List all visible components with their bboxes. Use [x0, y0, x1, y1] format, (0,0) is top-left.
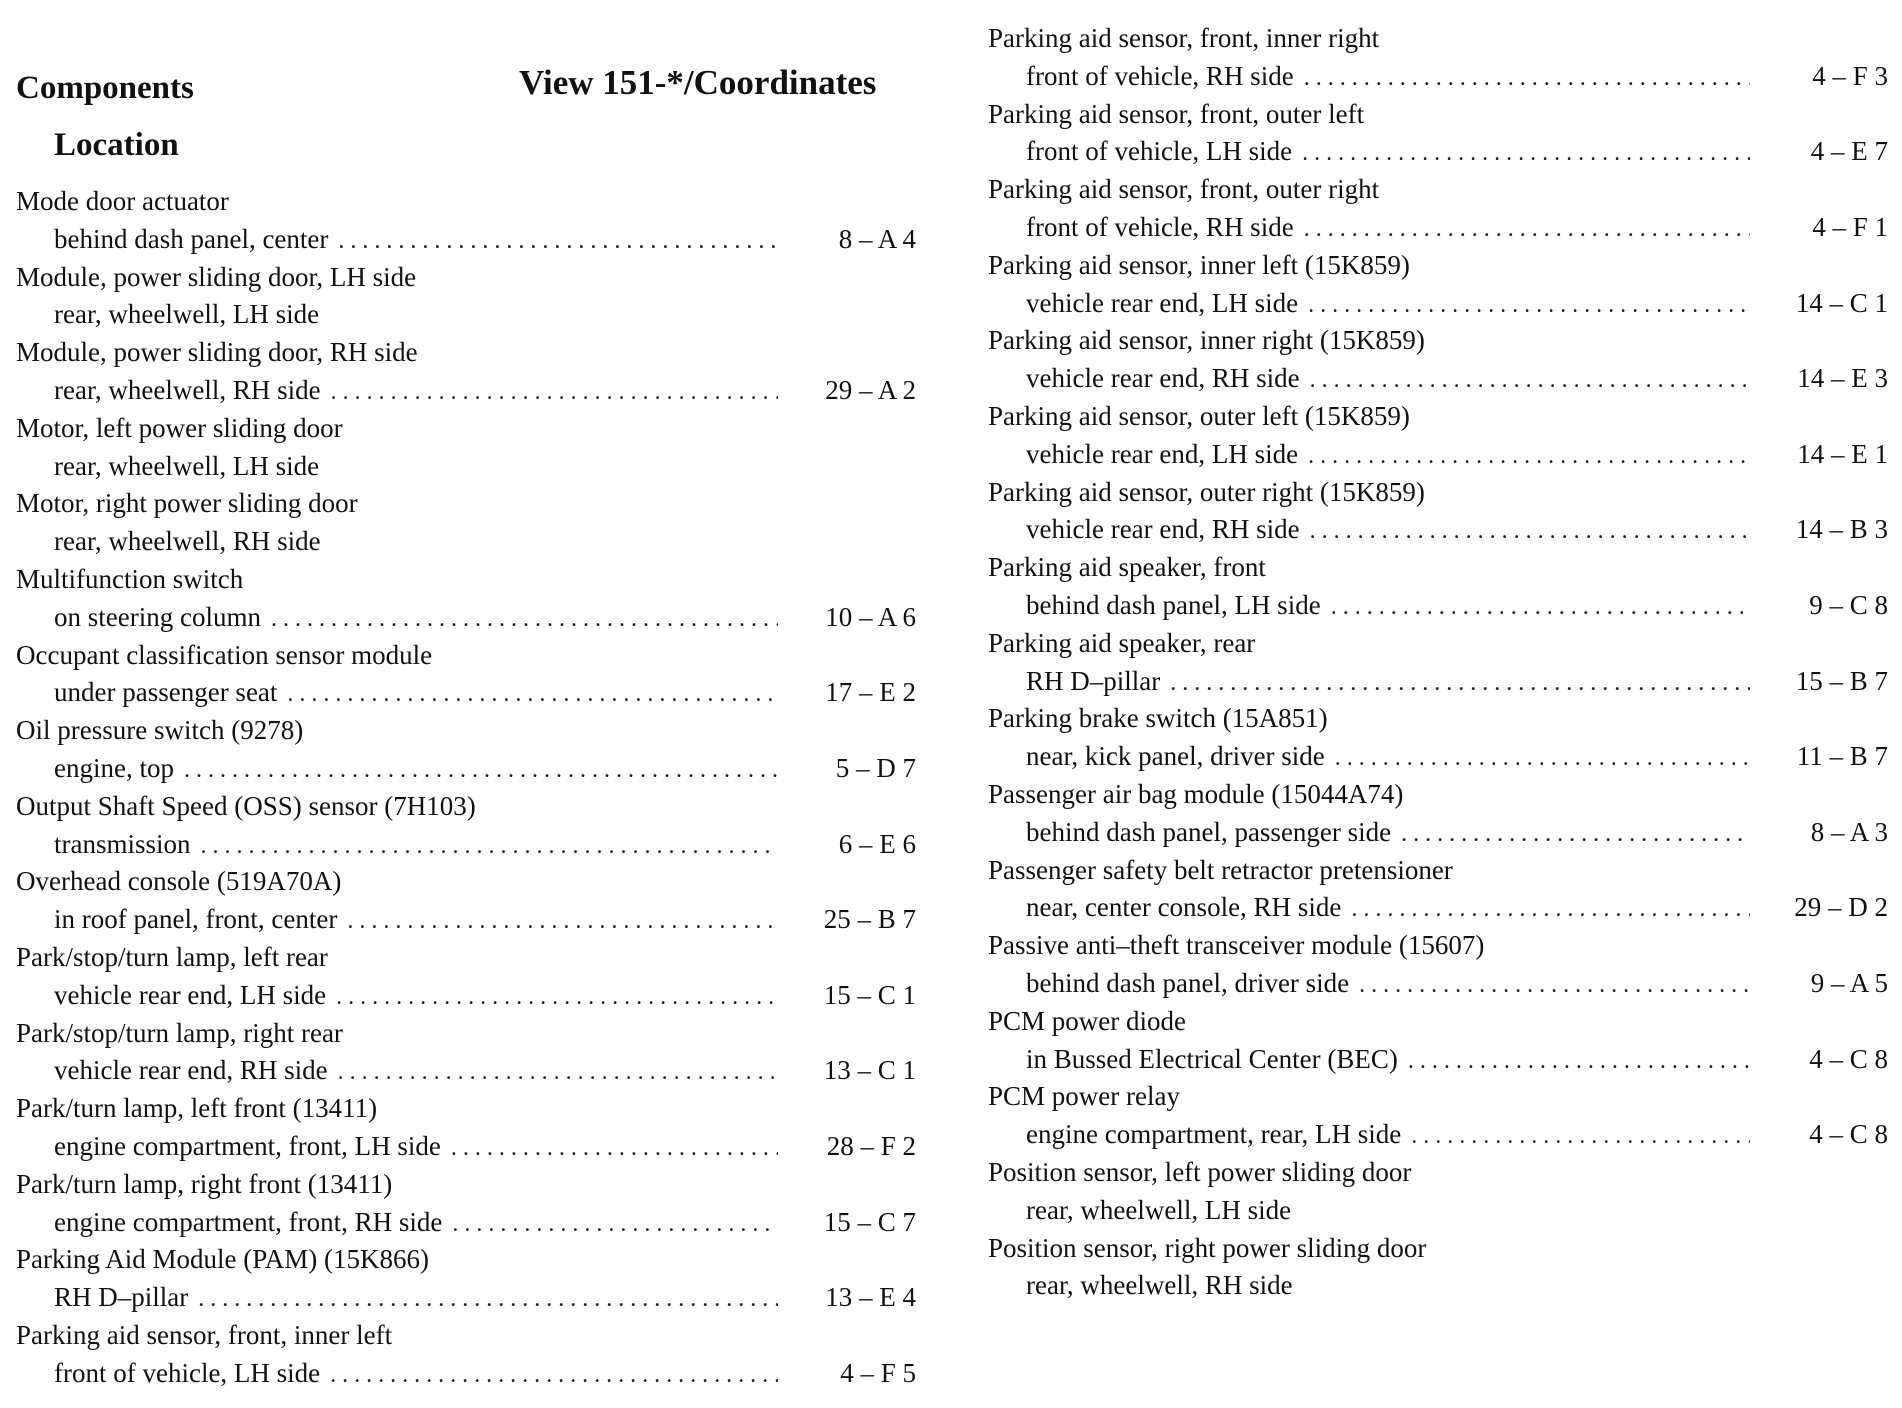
component-location-row: [14, 1355, 916, 1393]
dot-leader: [201, 826, 778, 866]
component-location: front of vehicle, LH side: [54, 1357, 321, 1388]
component-name: Position sensor, right power sliding door: [988, 1232, 1427, 1263]
dot-leader: [1308, 436, 1750, 476]
component-name: Parking aid sensor, front, inner right: [988, 23, 1380, 53]
component-name: Oil pressure switch (9278): [16, 715, 304, 746]
dot-leader: [331, 372, 778, 412]
component-name: Park/turn lamp, right front (13411): [16, 1168, 393, 1199]
component-entry: [986, 247, 1888, 323]
component-location: vehicle rear end, RH side: [1026, 514, 1300, 545]
component-location: vehicle rear end, LH side: [54, 979, 327, 1010]
component-location: rear, wheelwell, RH side: [1026, 1270, 1293, 1301]
view-coordinate-ref: 28 – F 2: [826, 1130, 916, 1161]
component-location: vehicle rear end, RH side: [54, 1055, 328, 1086]
component-entry: [986, 549, 1888, 625]
component-name: Multifunction switch: [16, 563, 244, 594]
view-coordinate-ref: 5 – D 7: [835, 752, 916, 783]
view-coordinate-ref: 17 – E 2: [825, 677, 916, 708]
component-entry: [14, 410, 916, 486]
dot-leader: [1310, 511, 1750, 551]
component-name: Parking aid sensor, inner right (15K859): [988, 325, 1425, 356]
component-name: Output Shaft Speed (OSS) sensor (7H103): [16, 790, 476, 821]
component-location-row: [14, 372, 916, 410]
component-name: PCM power diode: [988, 1005, 1186, 1036]
component-entry: [986, 1230, 1888, 1306]
component-location: front of vehicle, LH side: [1026, 136, 1293, 167]
component-location: behind dash panel, driver side: [1026, 967, 1350, 998]
component-location: transmission: [54, 828, 191, 859]
dot-leader: [1304, 58, 1750, 98]
component-location: behind dash panel, center: [54, 223, 329, 254]
view-coordinate-ref: 14 – C 1: [1795, 287, 1888, 318]
component-entry: [14, 1166, 916, 1242]
dot-leader: [1359, 965, 1750, 1005]
component-name: Module, power sliding door, LH side: [16, 261, 417, 292]
dot-leader: [1351, 889, 1750, 929]
component-entry: [14, 259, 916, 335]
dot-leader: [1411, 1116, 1750, 1156]
view-coordinate-ref: 9 – A 5: [1810, 967, 1888, 998]
components-heading: Components: [16, 70, 194, 106]
component-name: Occupant classification sensor module: [16, 639, 433, 670]
dot-leader: [1308, 285, 1750, 325]
component-location-row: [14, 901, 916, 939]
component-name: Parking aid sensor, outer left (15K859): [988, 400, 1410, 431]
component-entry: [14, 485, 916, 561]
component-location-row: [986, 965, 1888, 1003]
component-location-row: [986, 133, 1888, 171]
component-entry: [14, 561, 916, 637]
view-coordinate-ref: 29 – D 2: [1794, 892, 1888, 923]
dot-leader: [1401, 814, 1750, 854]
dot-leader: [1335, 738, 1750, 778]
component-location: rear, wheelwell, LH side: [54, 450, 320, 481]
component-name: Parking Aid Module (PAM) (15K866): [16, 1244, 430, 1275]
component-name: Overhead console (519A70A): [16, 866, 342, 897]
component-location-row: [986, 285, 1888, 323]
component-entry: [986, 322, 1888, 398]
view-coordinate-ref: 4 – E 7: [1810, 136, 1888, 167]
view-coordinate-ref: 15 – B 7: [1795, 665, 1888, 696]
component-location: RH D–pillar: [54, 1282, 189, 1313]
dot-leader: [1302, 133, 1750, 173]
component-location: vehicle rear end, LH side: [1026, 287, 1299, 318]
view-coordinate-ref: 4 – F 5: [840, 1357, 916, 1388]
component-name: Passenger safety belt retractor pretensioner: [988, 854, 1453, 885]
component-name: Module, power sliding door, RH side: [16, 337, 418, 368]
component-location-row: [986, 436, 1888, 474]
view-coordinate-ref: 4 – F 3: [1812, 60, 1888, 91]
component-location: in roof panel, front, center: [54, 904, 338, 935]
component-location-row: [986, 738, 1888, 776]
component-entry: [986, 96, 1888, 172]
component-location-row: [14, 599, 916, 637]
component-name: Parking aid sensor, front, inner left: [16, 1319, 393, 1350]
component-location-row: [14, 523, 916, 561]
component-location-row: [986, 1192, 1888, 1230]
component-entry: [14, 1241, 916, 1317]
component-location-row: [986, 1267, 1888, 1305]
component-location-row: [986, 1116, 1888, 1154]
component-name: Parking brake switch (15A851): [988, 703, 1328, 734]
component-location: engine compartment, rear, LH side: [1026, 1119, 1402, 1150]
component-entry: [14, 863, 916, 939]
component-location: front of vehicle, RH side: [1026, 211, 1294, 242]
component-entry: [14, 1090, 916, 1166]
component-location: rear, wheelwell, RH side: [54, 526, 321, 557]
component-location-row: [986, 587, 1888, 625]
view-coordinate-ref: 4 – F 1: [1812, 211, 1888, 242]
view-coordinate-ref: 4 – C 8: [1809, 1043, 1888, 1074]
component-entry: [986, 927, 1888, 1003]
component-name: Passenger air bag module (15044A74): [988, 778, 1404, 809]
component-name: Park/stop/turn lamp, left rear: [16, 941, 328, 972]
dot-leader: [336, 977, 778, 1017]
component-entry: [986, 1154, 1888, 1230]
component-entry: [986, 1078, 1888, 1154]
dot-leader: [198, 1279, 778, 1319]
component-location: RH D–pillar: [1026, 665, 1161, 696]
component-location-row: [986, 511, 1888, 549]
view-coordinate-ref: 25 – B 7: [823, 904, 916, 935]
component-name: Park/turn lamp, left front (13411): [16, 1093, 378, 1124]
component-name: Passive anti–theft transceiver module (15607): [988, 930, 1485, 961]
dot-leader: [1304, 209, 1750, 249]
component-location: under passenger seat: [54, 677, 278, 708]
component-location-row: [14, 221, 916, 259]
component-name: Mode door actuator: [16, 186, 229, 216]
component-entry: [14, 1015, 916, 1091]
view-coordinate-ref: 6 – E 6: [838, 828, 916, 859]
dot-leader: [1310, 360, 1750, 400]
component-location: rear, wheelwell, LH side: [1026, 1194, 1292, 1225]
component-location: rear, wheelwell, LH side: [54, 299, 320, 330]
component-location: vehicle rear end, RH side: [1026, 363, 1300, 394]
dot-leader: [1170, 663, 1750, 703]
component-location-row: [14, 448, 916, 486]
left-entry-list: [14, 183, 916, 1393]
dot-leader: [1331, 587, 1750, 627]
view-coordinate-ref: 15 – C 1: [823, 979, 916, 1010]
view-coordinates-heading: View 151-*/Coordinates: [519, 63, 877, 102]
component-entry: [986, 776, 1888, 852]
component-entry: [14, 637, 916, 713]
view-coordinate-ref: 11 – B 7: [1796, 741, 1888, 772]
component-location: in Bussed Electrical Center (BEC): [1026, 1043, 1398, 1074]
component-location-row: [14, 1204, 916, 1242]
component-location-row: [14, 1279, 916, 1317]
view-coordinate-ref: 13 – C 1: [823, 1055, 916, 1086]
component-location-row: [14, 296, 916, 334]
component-location: vehicle rear end, LH side: [1026, 438, 1299, 469]
view-coordinate-ref: 29 – A 2: [825, 374, 916, 405]
location-heading: Location: [54, 127, 179, 163]
component-entry: [14, 939, 916, 1015]
component-location-row: [986, 209, 1888, 247]
component-name: Parking aid sensor, front, outer left: [988, 98, 1365, 129]
component-location: rear, wheelwell, RH side: [54, 374, 321, 405]
component-location: front of vehicle, RH side: [1026, 60, 1294, 91]
component-entry: [14, 183, 916, 259]
view-coordinate-ref: 4 – C 8: [1809, 1119, 1888, 1150]
view-coordinate-ref: 14 – B 3: [1795, 514, 1888, 545]
component-location: near, center console, RH side: [1026, 892, 1342, 923]
component-location-row: [14, 674, 916, 712]
component-entry: [14, 1317, 916, 1393]
view-coordinate-ref: 14 – E 3: [1797, 363, 1888, 394]
component-name: Parking aid sensor, front, outer right: [988, 174, 1380, 205]
component-entry: [986, 852, 1888, 928]
component-location: on steering column: [54, 601, 261, 632]
component-location-row: [14, 977, 916, 1015]
view-coordinate-ref: 14 – E 1: [1797, 438, 1888, 469]
component-entry: [986, 625, 1888, 701]
component-entry: [986, 171, 1888, 247]
component-name: Motor, right power sliding door: [16, 488, 358, 519]
component-location: behind dash panel, LH side: [1026, 589, 1321, 620]
component-location: near, kick panel, driver side: [1026, 741, 1325, 772]
dot-leader: [271, 599, 778, 639]
component-location-row: [14, 1128, 916, 1166]
component-name: Parking aid speaker, front: [988, 552, 1266, 583]
view-coordinate-ref: 9 – C 8: [1809, 589, 1888, 620]
component-name: Parking aid sensor, inner left (15K859): [988, 249, 1410, 280]
component-name: Motor, left power sliding door: [16, 412, 343, 443]
component-location: behind dash panel, passenger side: [1026, 816, 1392, 847]
component-entry: [14, 334, 916, 410]
component-location-row: [14, 750, 916, 788]
component-location-row: [986, 58, 1888, 96]
component-entry: [14, 788, 916, 864]
component-entry: [14, 712, 916, 788]
component-location-row: [986, 360, 1888, 398]
view-coordinate-ref: 15 – C 7: [823, 1206, 916, 1237]
component-location-row: [986, 1041, 1888, 1079]
component-entry: [986, 20, 1888, 96]
component-name: Parking aid speaker, rear: [988, 627, 1256, 658]
dot-leader: [1408, 1041, 1750, 1081]
component-location: engine, top: [54, 752, 174, 783]
component-location-row: [986, 889, 1888, 927]
view-coordinate-ref: 10 – A 6: [825, 601, 916, 632]
view-coordinate-ref: 8 – A 3: [1810, 816, 1888, 847]
dot-leader: [347, 901, 778, 941]
component-location-row: [14, 826, 916, 864]
component-location: engine compartment, front, RH side: [54, 1206, 443, 1237]
dot-leader: [330, 1355, 778, 1395]
right-entry-list: [986, 20, 1888, 1305]
component-name: PCM power relay: [988, 1081, 1180, 1112]
dot-leader: [338, 1052, 778, 1092]
component-name: Position sensor, left power sliding door: [988, 1156, 1412, 1187]
component-location: engine compartment, front, LH side: [54, 1130, 441, 1161]
component-entry: [986, 474, 1888, 550]
view-coordinate-ref: 13 – E 4: [825, 1282, 916, 1313]
view-coordinate-ref: 8 – A 4: [838, 223, 916, 254]
component-name: Park/stop/turn lamp, right rear: [16, 1017, 343, 1048]
component-location-row: [14, 1052, 916, 1090]
component-entry: [986, 398, 1888, 474]
dot-leader: [338, 221, 778, 261]
component-entry: [986, 1003, 1888, 1079]
component-location-row: [986, 663, 1888, 701]
component-entry: [986, 700, 1888, 776]
dot-leader: [287, 674, 778, 714]
dot-leader: [184, 750, 778, 790]
component-name: Parking aid sensor, outer right (15K859): [988, 476, 1425, 507]
dot-leader: [451, 1128, 778, 1168]
dot-leader: [452, 1204, 778, 1244]
component-location-row: [986, 814, 1888, 852]
